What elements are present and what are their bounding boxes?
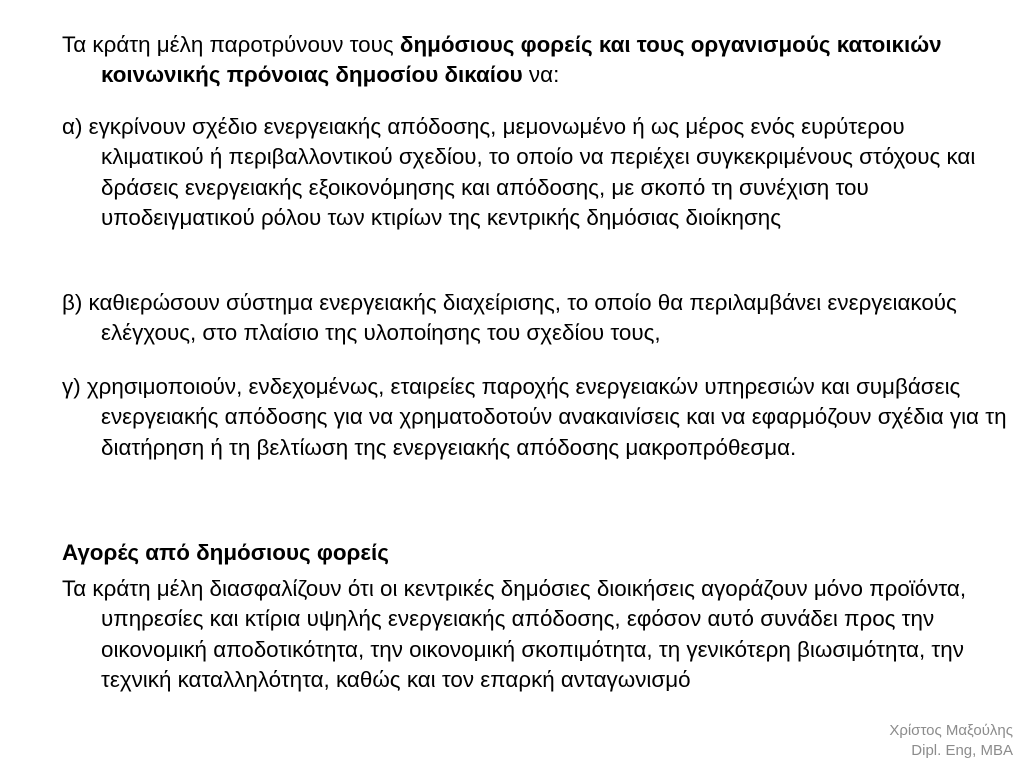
footer-credentials: Dipl. Eng, MBA (911, 742, 1013, 759)
intro-paragraph (62, 30, 1011, 91)
section-paragraph: Τα κράτη μέλη διασφαλίζουν ότι οι κεντρικές δημόσιες διοικήσεις αγοράζουν μόνο προϊόντα, υπηρεσίες και κτίρια υψηλής ενεργειακής απόδοσης, εφόσον αυτό συνάδει προς την οικονομική αποδοτικότητα, την οικονομική σκοπιμότητα, τη γενικότερη βιωσιμότητα, την τεχνική καταλληλότητα, καθώς και τον επαρκή ανταγωνισμό (62, 576, 967, 692)
section-heading: Αγορές από δημόσιους φορείς (62, 540, 389, 565)
intro-lead: Τα κράτη μέλη παροτρύνουν τους (62, 32, 400, 57)
intro-bold-subject: δημόσιους φορείς και τους οργανισμούς κατοικιών κοινωνικής πρόνοιας δημοσίου δικαίου (101, 32, 942, 88)
author-footer (889, 721, 1013, 761)
intro-tail: να: (522, 62, 560, 88)
list-item-c: γ) χρησιμοποιούν, ενδεχομένως, εταιρείες παροχής ενεργειακών υπηρεσιών και συμβάσεις ενεργειακής απόδοσης για να χρηματοδοτούν ανακαινίσεις και να εφαρμόζουν σχέδια για τη διατήρηση ή τη βελτίωση της ενεργειακής απόδοσης μακροπρόθεσμα. (62, 374, 1007, 460)
list-item-a: α) εγκρίνουν σχέδιο ενεργειακής απόδοσης, μεμονωμένο ή ως μέρος ενός ευρύτερου κλιματικού ή περιβαλλοντικού σχεδίου, το οποίο να περιέχει συγκεκριμένους στόχους και δράσεις ενεργειακής εξοικονόμησης και απόδοσης, με σκοπό τη συνέχιση του υποδειγματικού ρόλου των κτιρίων της κεντρικής δημόσιας διοίκησης (62, 114, 976, 230)
footer-author: Χρίστος Μαξούλης (889, 722, 1013, 739)
list-item-b: β) καθιερώσουν σύστημα ενεργειακής διαχείρισης, το οποίο θα περιλαμβάνει ενεργειακούς ελέγχους, στο πλαίσιο της υλοποίησης του σχεδίου τους, (62, 290, 957, 346)
